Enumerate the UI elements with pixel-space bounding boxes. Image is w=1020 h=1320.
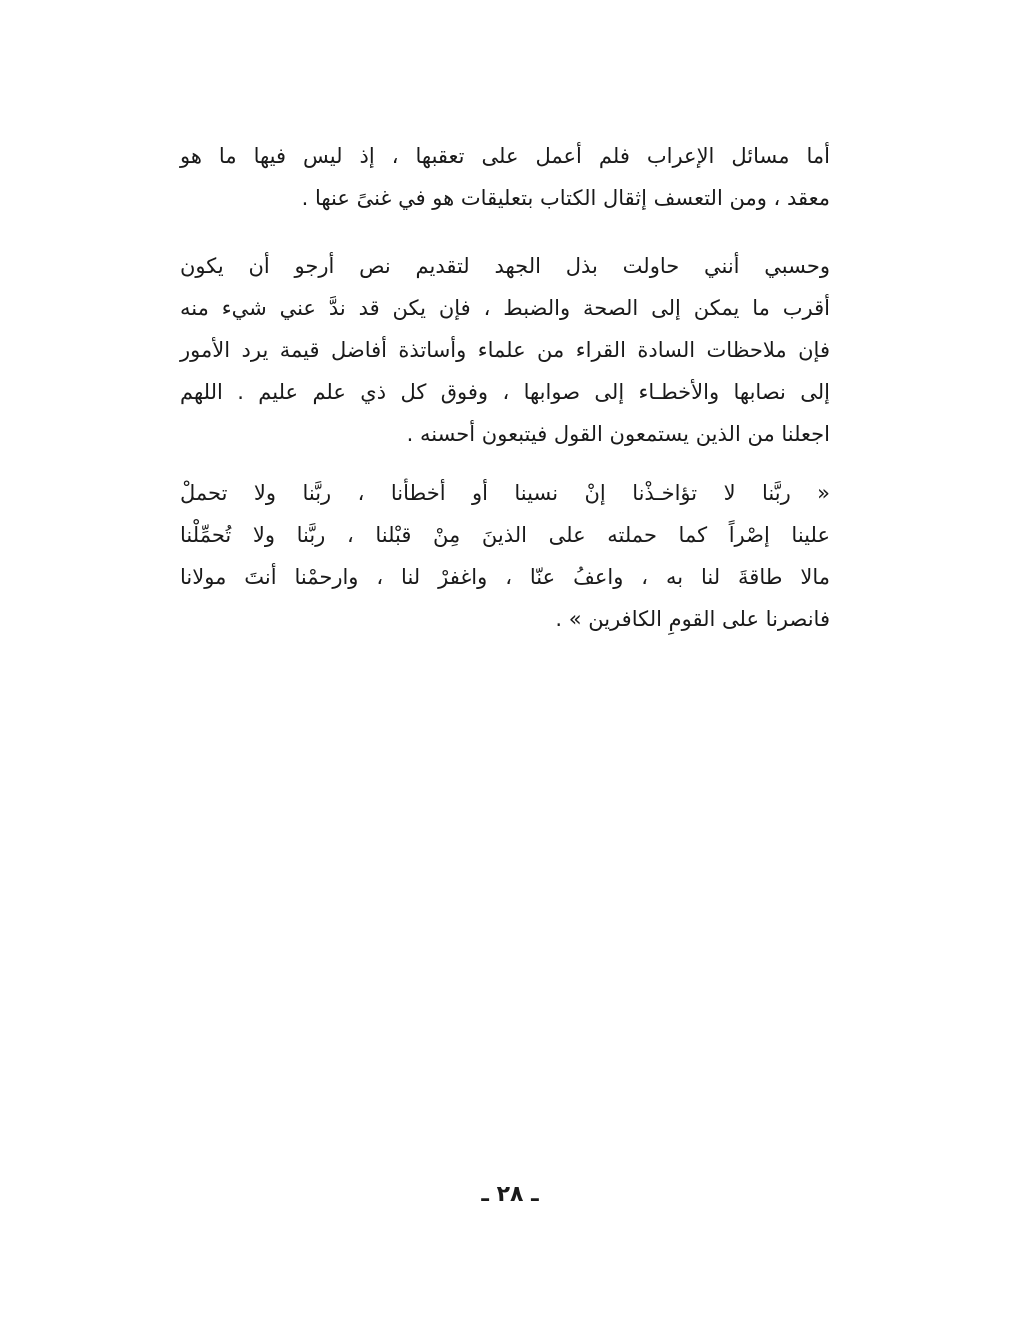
- paragraph-2: [180, 245, 830, 455]
- paragraph-line: فإن ملاحظات السادة القراء من علماء وأساتذة أفاضل قيمة يرد الأمور: [180, 338, 830, 362]
- paragraph-line: وحسبي أنني حاولت بذل الجهد لتقديم نص أرجو أن يكون: [180, 254, 830, 278]
- paragraph-line: إلى نصابها والأخطـاء إلى صوابها ، وفوق كل ذي علم عليم . اللهم: [180, 380, 830, 404]
- paragraph-1: [180, 135, 830, 219]
- paragraph-line: أقرب ما يمكن إلى الصحة والضبط ، فإن يكن قد ندَّ عني شيء منه: [180, 296, 830, 320]
- paragraph-line: أما مسائل الإعراب فلم أعمل على تعقبها ، إذ ليس فيها ما هو: [180, 144, 830, 168]
- page-number: ـ ٢٨ ـ: [481, 1182, 539, 1207]
- paragraph-line: فانصرنا على القومِ الكافرين » .: [555, 607, 830, 631]
- paragraph-line: اجعلنا من الذين يستمعون القول فيتبعون أحسنه .: [406, 422, 830, 446]
- paragraph-line: مالا طاقةَ لنا به ، واعفُ عنّا ، واغفرْ لنا ، وارحمْنا أنتَ مولانا: [180, 565, 830, 589]
- paragraph-3-quran-verse: [180, 472, 830, 640]
- paragraph-line: علينا إصْراً كما حملته على الذينَ مِنْ قبْلنا ، ربَّنا ولا تُحمِّلْنا: [180, 523, 830, 547]
- paragraph-line: معقد ، ومن التعسف إثقال الكتاب بتعليقات هو في غنىً عنها .: [301, 186, 830, 210]
- paragraph-line: « ربَّنا لا تؤاخـذْنا إنْ نسينا أو أخطأنا ، ربَّنا ولا تحملْ: [180, 481, 830, 505]
